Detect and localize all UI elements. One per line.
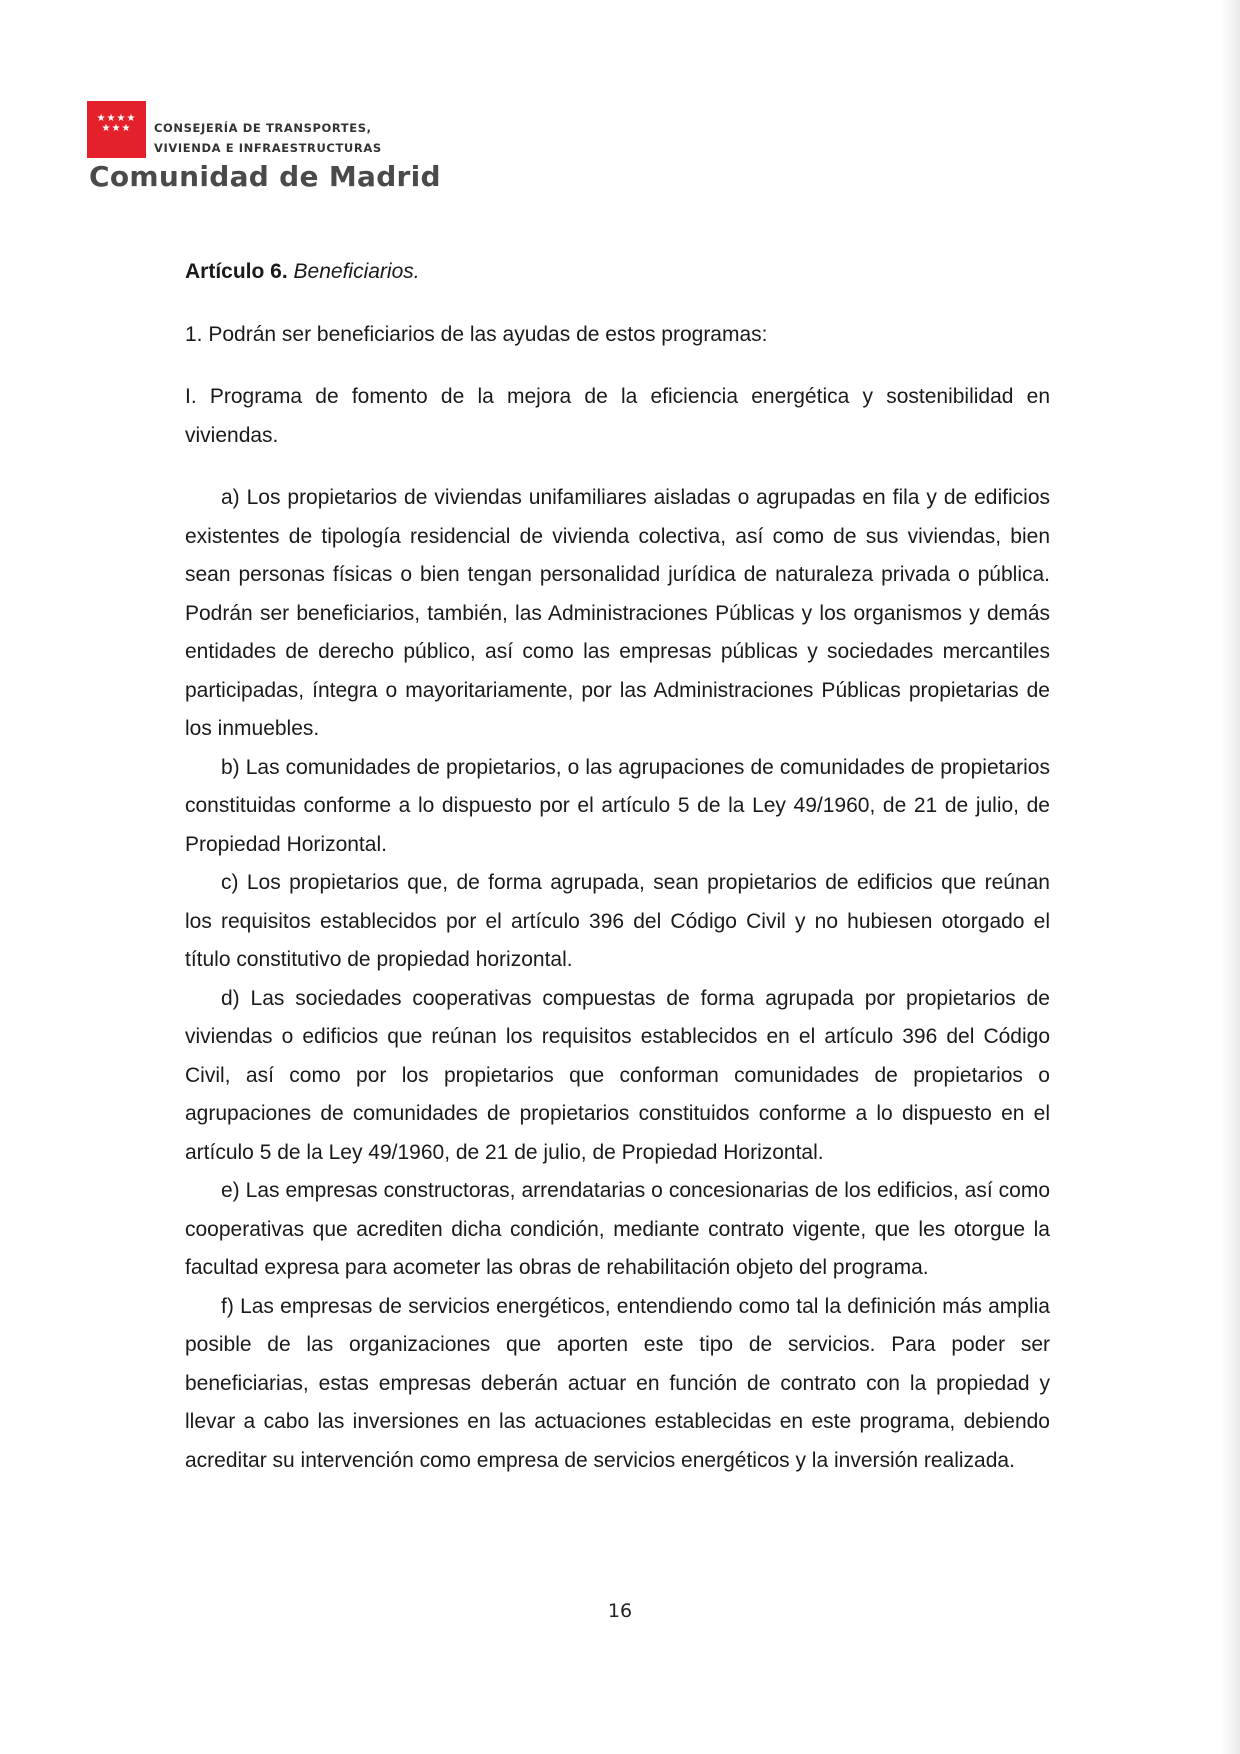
list-item: f) Las empresas de servicios energéticos, entendiendo como tal la definición más amplia posible de las organizaciones que aporten este tipo de servicios. Para poder ser beneficiarias, estas empresas deberán actuar en función de contrato con la propiedad y llevar a cabo las inversiones en las actuaciones establecidas en este programa, debiendo acreditar su intervención como empresa de servicios energéticos y la inversión realizada. <box>185 1294 1050 1472</box>
list-item: e) Las empresas constructoras, arrendatarias o concesionarias de los edificios, así como cooperativas que acrediten dicha condición, mediante contrato vigente, que les otorgue la facultad expresa para acometer las obras de rehabilitación objeto del programa. <box>185 1179 1050 1279</box>
program-heading: I. Programa de fomento de la mejora de la eficiencia energética y sostenibilidad en viviendas. <box>185 385 1050 447</box>
list-item: b) Las comunidades de propietarios, o las agrupaciones de comunidades de propietarios constituidas conforme a lo dispuesto por el artículo 5 de la Ley 49/1960, de 21 de julio, de Propiedad Horizontal. <box>185 755 1050 856</box>
letterhead <box>87 101 507 201</box>
department-name <box>154 118 382 158</box>
department-line-1: CONSEJERÍA DE TRANSPORTES, <box>154 121 372 135</box>
article-number: Artículo 6. <box>185 260 288 283</box>
scan-edge-shadow <box>1222 0 1240 1754</box>
intro-paragraph: 1. Podrán ser beneficiarios de las ayudas de estos programas: <box>185 322 768 346</box>
article-heading <box>185 253 1050 292</box>
page-number: 16 <box>607 1600 633 1622</box>
list-item: a) Los propietarios de viviendas unifamiliares aisladas o agrupadas en fila y de edificios existentes de tipología residencial de vivienda colectiva, así como de sus viviendas, bien sean personas físicas o bien tengan personalidad jurídica de naturaleza privada o pública. Podrán ser beneficiarios, también, las Administraciones Públicas y los organismos y demás entidades de derecho público, así como las empresas públicas y sociedades mercantiles participadas, íntegra o mayoritariamente, por las Administraciones Públicas propietarias de los inmuebles. <box>185 486 1050 740</box>
department-line-2: VIVIENDA E INFRAESTRUCTURAS <box>154 141 382 155</box>
article-title: Beneficiarios. <box>293 260 420 283</box>
star-icon: ★★★★ ★★★ <box>96 113 137 134</box>
document-body <box>185 253 1050 1480</box>
organization-name: Comunidad de Madrid <box>89 160 441 193</box>
list-item: c) Los propietarios que, de forma agrupada, sean propietarios de edificios que reúnan los requisitos establecidos por el artículo 396 del Código Civil y no hubiesen otorgado el título constitutivo de propiedad horizontal. <box>185 871 1050 971</box>
madrid-flag-logo <box>87 101 146 158</box>
list-item: d) Las sociedades cooperativas compuestas de forma agrupada por propietarios de viviendas o edificios que reúnan los requisitos establecidos en el artículo 396 del Código Civil, así como por los propietarios que conforman comunidades de propietarios o agrupaciones de comunidades de propietarios constituidos conforme a lo dispuesto en el artículo 5 de la Ley 49/1960, de 21 de julio, de Propiedad Horizontal. <box>185 986 1050 1164</box>
